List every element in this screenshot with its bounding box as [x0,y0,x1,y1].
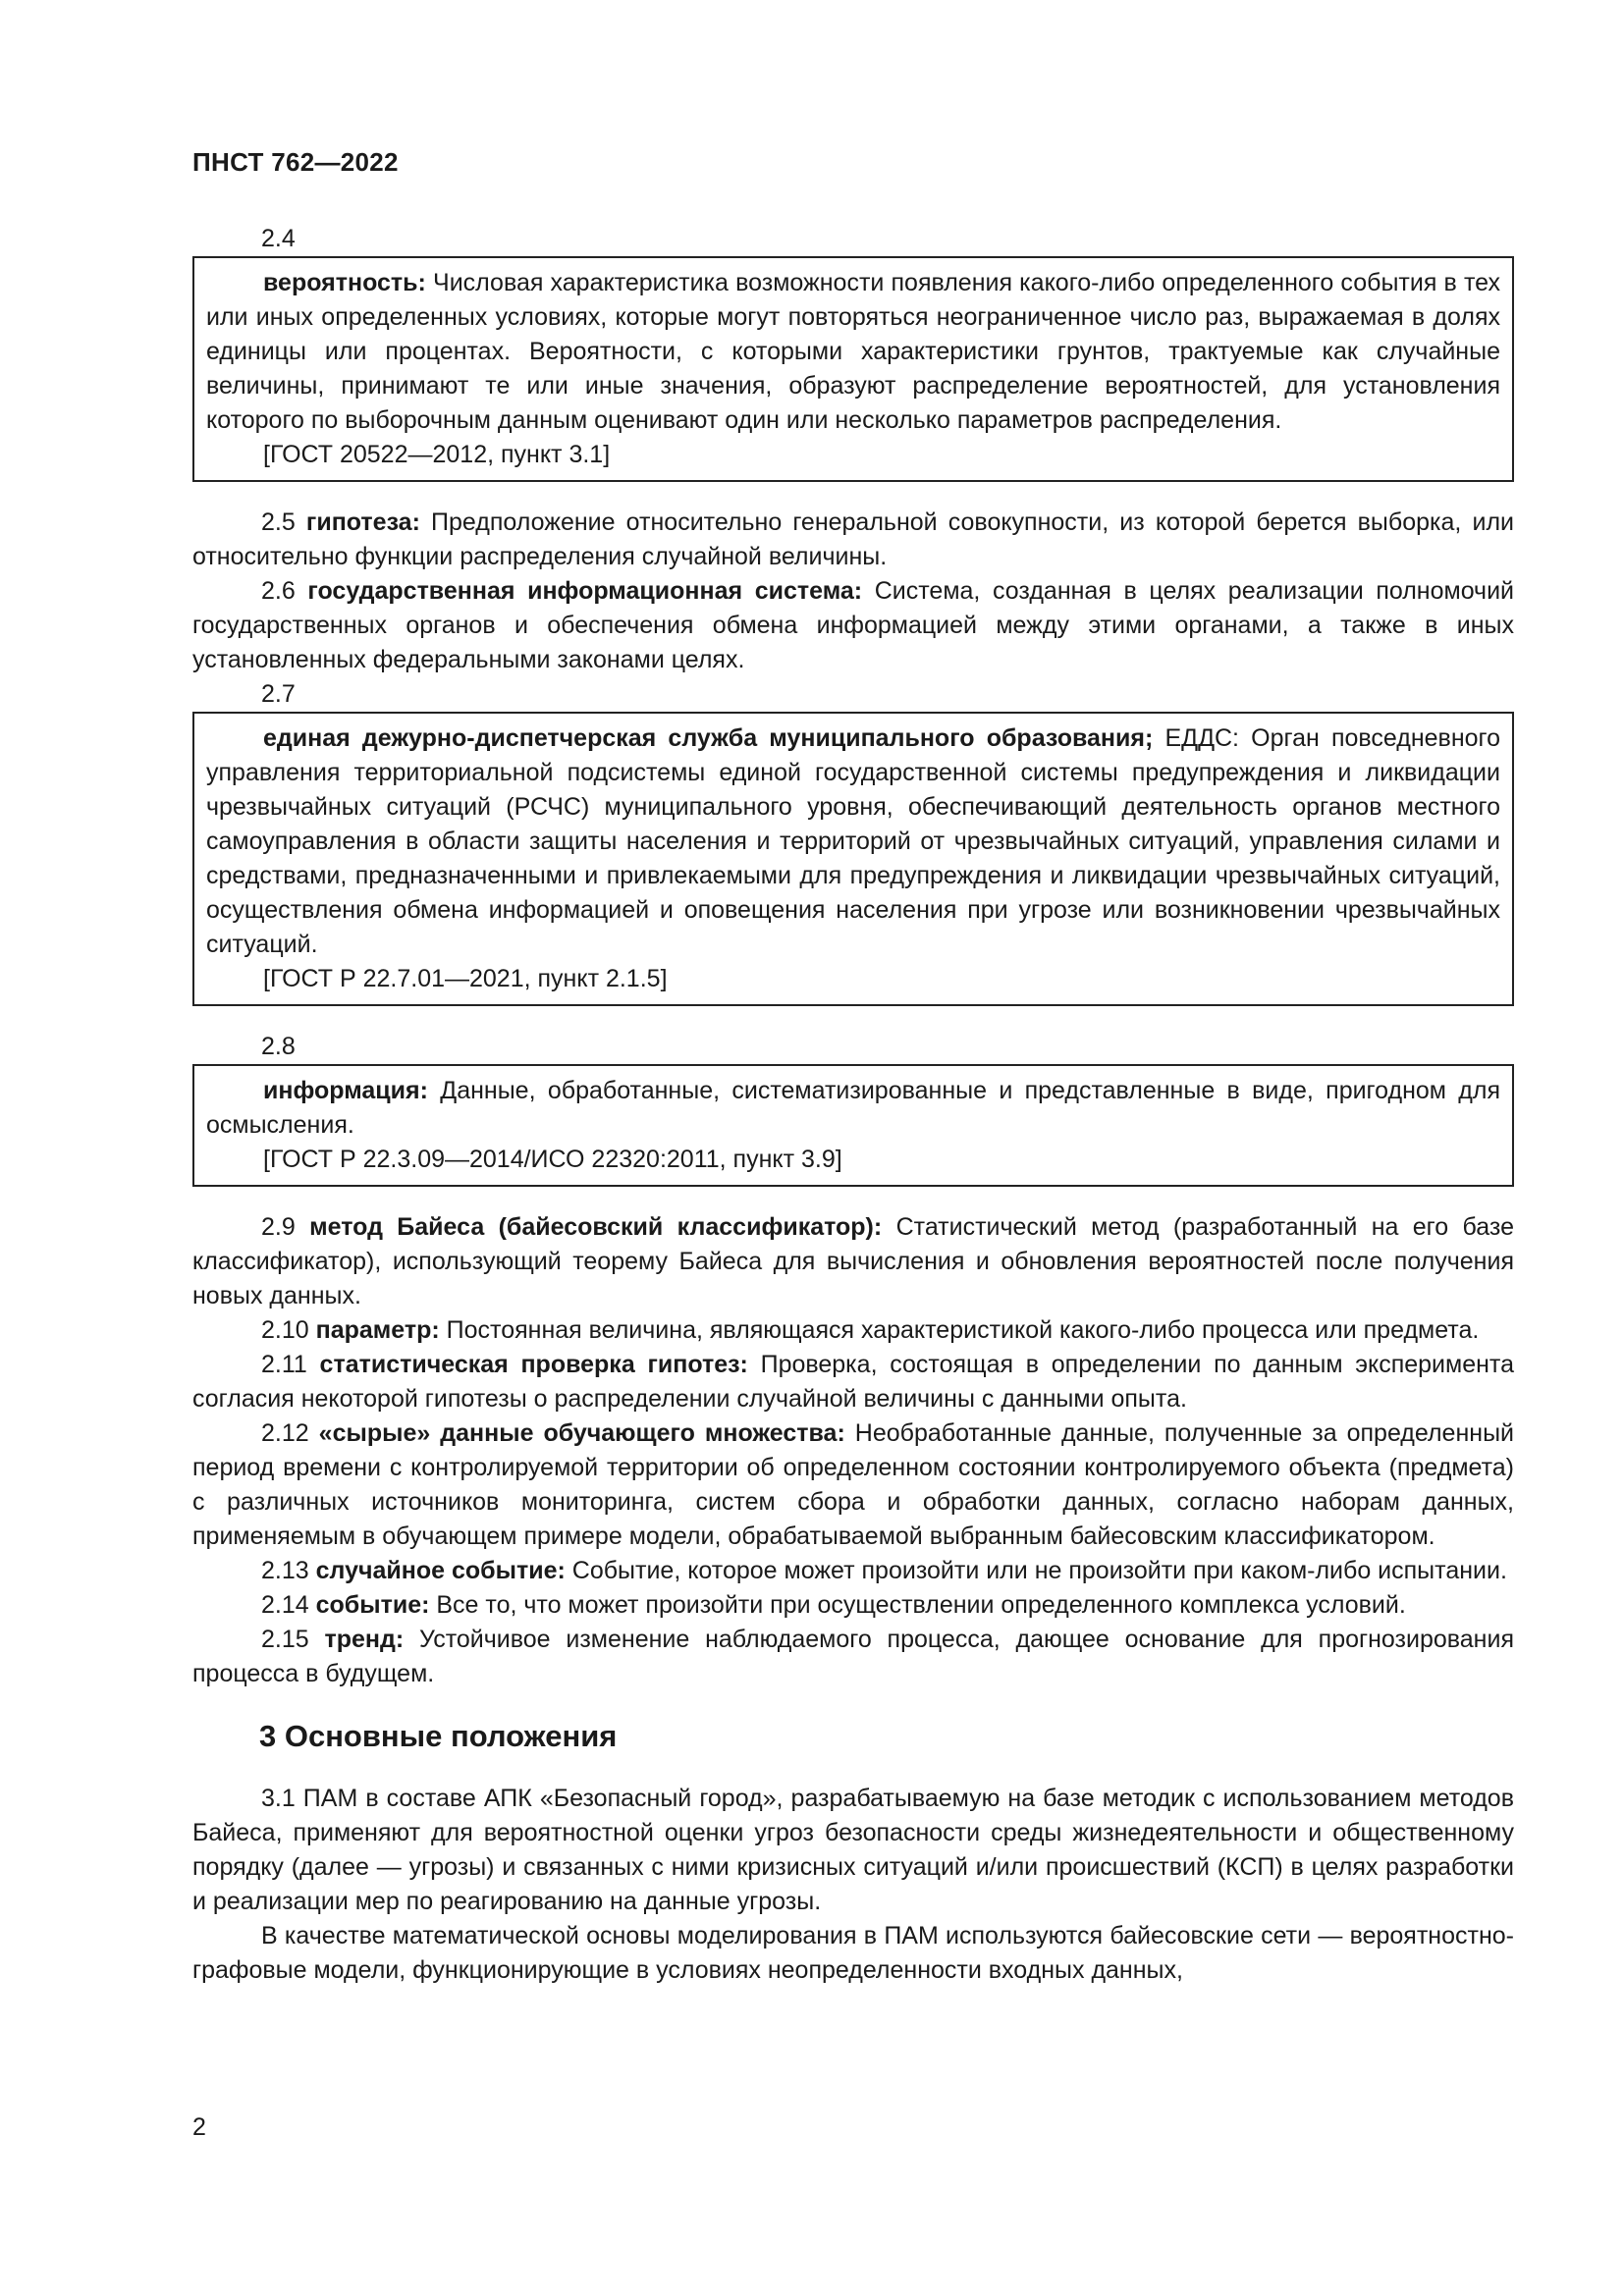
term-text: Устойчивое изменение наблюдаемого процесса, дающее основание для прогнозирования процесса в будущем. [192,1626,1514,1687]
term-label: «сырые» данные обучающего множества: [318,1419,845,1447]
spacer [192,1187,1514,1210]
term-text: Постоянная величина, являющаяся характеристикой какого-либо процесса или предмета. [439,1316,1480,1344]
term-text: Проверка, состоящая в определении по данным эксперимента согласия некоторой гипотезы о распределении случайной величины с данными опыта. [192,1351,1514,1413]
term-number: 2.12 [261,1419,309,1447]
term-source: [ГОСТ Р 22.7.01—2021, пункт 2.1.5] [263,965,668,992]
term-text: Необработанные данные, полученные за определенный период времени с контролируемой территории об определенном состоянии контролируемого объекта (предмета) с различных источников мониторинга, систем сбора и обработки данных, согласно наборам данных, применяемым в обучающем примере модели, обрабатываемой выбранным байесовским классификатором. [192,1419,1515,1550]
term-source: [ГОСТ Р 22.3.09—2014/ИСО 22320:2011, пункт 3.9] [263,1146,842,1173]
term-2-6 [192,574,1514,677]
term-label: случайное событие: [315,1557,566,1584]
term-number: 2.6 [261,577,296,605]
spacer [192,1756,1514,1782]
term-number: 2.10 [261,1316,309,1344]
section-heading: 3 Основные положения [259,1719,618,1753]
term-label: гипотеза: [305,508,420,536]
term-label: событие: [315,1591,430,1619]
term-label: метод Байеса (байесовский классификатор): [309,1213,883,1241]
term-label: вероятность: [263,269,426,296]
term-2-13 [192,1554,1514,1588]
term-label: государственная информационная система: [307,577,863,605]
document-header: ПНСТ 762—2022 [192,147,399,177]
term-number: 2.14 [261,1591,309,1619]
paragraph-3-1: 3.1 ПАМ в составе АПК «Безопасный город», разрабатываемую на базе методик с использованием методов Байеса, применяют для вероятностной оценки угроз безопасности среды жизнедеятельности и общественному порядку (далее — угрозы) и связанных с ними кризисных ситуаций и/или происшествий (КСП) в целях разработки и реализации мер по реагированию на данные угрозы. [192,1785,1514,1915]
term-number: 2.11 [261,1351,307,1378]
term-definition [206,1074,1500,1143]
term-box-2-7 [192,712,1514,1006]
term-2-12 [192,1416,1514,1554]
term-box-2-8 [192,1064,1514,1187]
term-number: 2.5 [261,508,296,536]
term-number: 2.9 [261,1213,296,1241]
term-definition [206,266,1500,438]
page-number: 2 [192,2113,206,2141]
term-text: Данные, обработанные, систематизированные и представленные в виде, пригодном для осмысления. [206,1077,1500,1139]
spacer [192,482,1514,506]
document-body [192,222,1514,1988]
term-2-10 [192,1313,1514,1348]
term-number: 2.7 [261,680,296,708]
term-2-14 [192,1588,1514,1623]
term-2-5 [192,506,1514,574]
term-label: статистическая проверка гипотез: [319,1351,748,1378]
term-text: Система, созданная в целях реализации полномочий государственных органов и обеспечения обмена информацией между этими органами, а также в иных установленных федеральными законами целях. [192,577,1515,673]
spacer [192,1006,1514,1030]
term-text: Все то, что может произойти при осуществлении определенного комплекса условий. [429,1591,1406,1619]
term-2-11 [192,1348,1514,1416]
term-box-2-4 [192,256,1514,482]
term-text: Предположение относительно генеральной совокупности, из которой берется выборка, или относительно функции распределения случайной величины. [192,508,1515,570]
term-text: Статистический метод (разработанный на его базе классификатор), использующий теорему Байеса для вычисления и обновления вероятностей после получения новых данных. [192,1213,1514,1309]
term-2-15 [192,1623,1514,1691]
term-label: тренд: [324,1626,405,1653]
term-definition [206,721,1500,962]
term-text: Событие, которое может произойти или не произойти при каком-либо испытании. [565,1557,1507,1584]
paragraph-3-1-continued: В качестве математической основы моделирования в ПАМ используются байесовские сети — вероятностно-графовые модели, функционирующие в условиях неопределенности входных данных, [192,1922,1514,1984]
spacer [192,1691,1514,1717]
term-label: информация: [263,1077,428,1104]
term-text: Числовая характеристика возможности появления какого-либо определенного события в тех или иных определенных условиях, которые могут повторяться неограниченное число раз, выражаемая в долях единицы или процентах. Вероятности, с которыми характеристики грунтов, трактуемые как случайные величины, принимают те или иные значения, образуют распределение вероятностей, для установления которого по выборочным данным оценивают один или несколько параметров распределения. [206,269,1500,434]
term-label: параметр: [315,1316,440,1344]
term-source: [ГОСТ 20522—2012, пункт 3.1] [263,441,611,468]
term-number: 2.4 [261,225,296,252]
term-text: ЕДДС: Орган повседневного управления территориальной подсистемы единой государственной системы предупреждения и ликвидации чрезвычайных ситуаций (РСЧС) муниципального уровня, обеспечивающий деятельность органов местного самоуправления в области защиты населения и территорий от чрезвычайных ситуаций, управления силами и средствами, предназначенными и привлекаемыми для предупреждения и ликвидации чрезвычайных ситуаций, осуществления обмена информацией и оповещения населения при угрозе или возникновении чрезвычайных ситуаций. [206,724,1501,958]
term-number: 2.15 [261,1626,309,1653]
term-2-9 [192,1210,1514,1313]
term-label: единая дежурно-диспетчерская служба муниципального образования; [263,724,1154,752]
term-number: 2.8 [261,1033,296,1060]
term-number: 2.13 [261,1557,309,1584]
